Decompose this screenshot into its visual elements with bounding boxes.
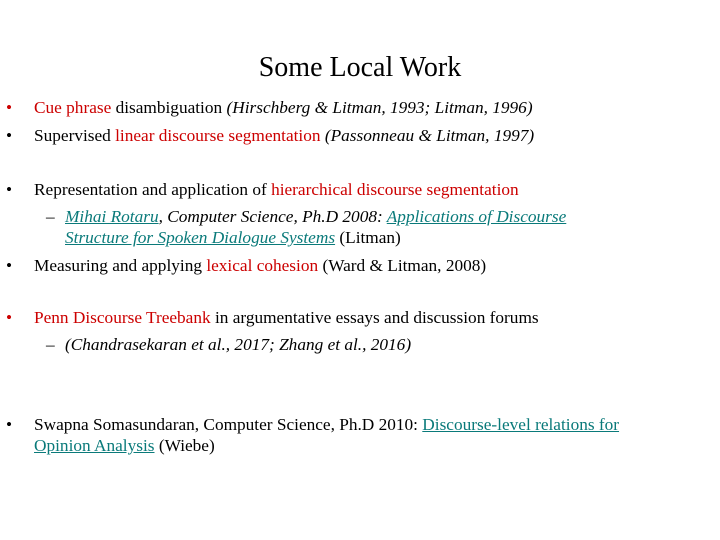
term-penn-treebank: Penn Discourse Treebank <box>34 308 211 327</box>
sub-text: , Computer Science, Ph.D 2008: <box>158 207 387 226</box>
citation: (Hirschberg & Litman, 1993; Litman, 1996) <box>226 98 533 117</box>
term-lexical-cohesion: lexical cohesion <box>206 256 319 275</box>
bullet-marker: • <box>6 308 13 327</box>
citation: (Chandrasekaran et al., 2017; Zhang et al., 2016) <box>65 335 412 354</box>
slide-title: Some Local Work <box>258 52 462 83</box>
link-discourse-relations-line2[interactable]: Opinion Analysis <box>34 436 155 455</box>
bullet-marker: • <box>6 126 13 145</box>
bullet-text: Swapna Somasundaran, Computer Science, Ph.D 2010: <box>34 415 423 434</box>
link-mihai-rotaru[interactable]: Mihai Rotaru <box>65 207 159 226</box>
dash-marker: – <box>46 207 55 226</box>
term-linear-segmentation: linear discourse segmentation <box>115 126 321 145</box>
citation: (Ward & Litman, 2008) <box>318 256 487 275</box>
term-hierarchical-segmentation: hierarchical discourse segmentation <box>271 180 519 199</box>
citation: (Passonneau & Litman, 1997) <box>320 126 535 145</box>
dash-marker: – <box>46 335 55 354</box>
bullet-marker: • <box>6 98 13 117</box>
link-thesis-title-line1[interactable]: Applications of Discourse <box>386 207 567 226</box>
bullet-marker: • <box>6 415 13 434</box>
link-discourse-relations-line1[interactable]: Discourse-level relations for <box>422 415 620 434</box>
advisor: (Litman) <box>335 228 401 247</box>
term-cue-phrase: Cue phrase <box>34 98 112 117</box>
bullet-text: in argumentative essays and discussion forums <box>210 308 539 327</box>
link-thesis-title-line2[interactable]: Structure for Spoken Dialogue Systems <box>65 228 336 247</box>
bullet-text: Measuring and applying <box>34 256 207 275</box>
bullet-marker: • <box>6 180 13 199</box>
bullet-marker: • <box>6 256 13 275</box>
bullet-text: Supervised <box>34 126 116 145</box>
bullet-text: Representation and application of <box>34 180 272 199</box>
bullet-text: disambiguation <box>111 98 227 117</box>
advisor: (Wiebe) <box>154 436 215 455</box>
